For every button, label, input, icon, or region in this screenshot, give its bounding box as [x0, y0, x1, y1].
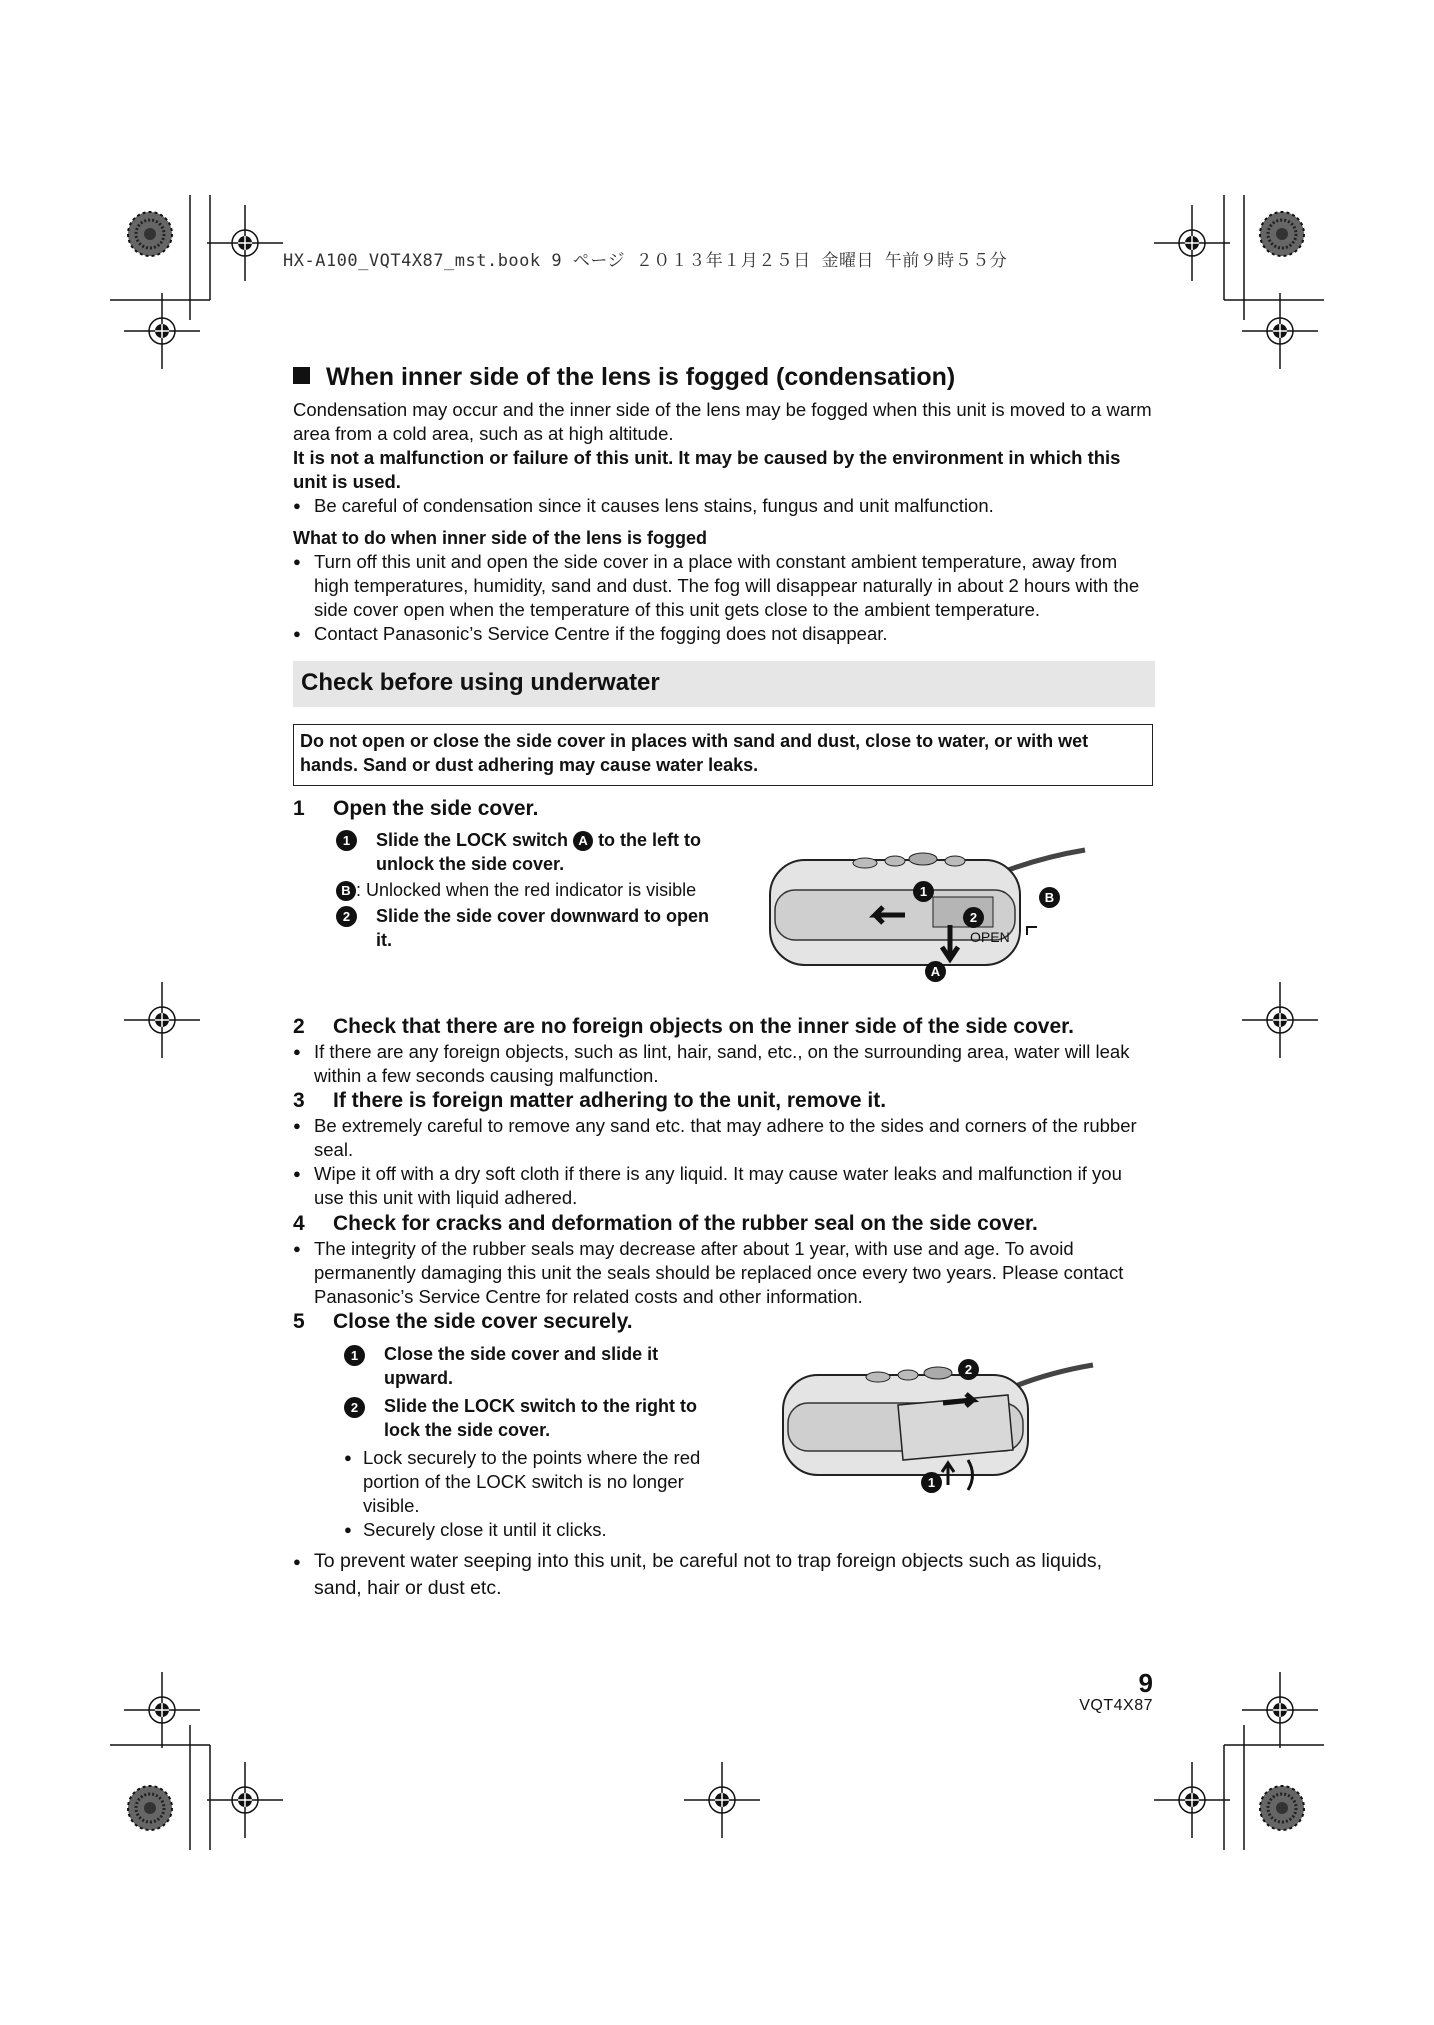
step1-note: B : Unlocked when the red indicator is visible	[336, 880, 696, 901]
step5-bullet-1: ● Lock securely to the points where the red portion of the LOCK switch is no longer visible.	[344, 1446, 714, 1518]
step-5: 5 Close the side cover securely.	[293, 1310, 633, 1333]
marker-b-icon: B	[336, 881, 356, 901]
fig1-marker-1: 1	[913, 881, 934, 902]
page-number: 9	[1138, 1668, 1153, 1698]
condensation-bold-note: It is not a malfunction or failure of this unit. It may be caused by the environment in which this unit is used.	[293, 447, 1121, 492]
fogged-bullet-1: ● Turn off this unit and open the side cover in a place with constant ambient temperature, away from high temperatures, humidity, sand and dust. The fog will disappear naturally in about 2 hours with the side cover open when the temperature of this unit gets close to the ambient temperature.	[293, 550, 1155, 622]
underwater-warning-box: Do not open or close the side cover in places with sand and dust, close to water, or with wet hands. Sand or dust adhering may cause water leaks.	[293, 724, 1153, 786]
step1-sub2-marker: 2	[336, 906, 357, 927]
fig1-marker-b: B	[1039, 887, 1060, 908]
step-1: 1 Open the side cover.	[293, 797, 539, 820]
step3-bullet-2: ● Wipe it off with a dry soft cloth if there is any liquid. It may cause water leaks and malfunction if you use this unit with liquid adhered.	[293, 1162, 1155, 1210]
final-bullet: ● To prevent water seeping into this unit, be careful not to trap foreign objects such as liquids, sand, hair or dust etc.	[293, 1548, 1155, 1602]
step5-bullet-2: ● Securely close it until it clicks.	[344, 1518, 714, 1542]
figure-close-cover	[778, 1355, 1098, 1500]
fig2-marker-2: 2	[958, 1359, 979, 1380]
step5-sub1-marker: 1	[344, 1345, 365, 1366]
document-code: VQT4X87	[1079, 1697, 1153, 1714]
underwater-section-header	[293, 661, 1155, 707]
step1-sub2-text: Slide the side cover downward to open it.	[376, 906, 710, 950]
step2-bullet: ● If there are any foreign objects, such as lint, hair, sand, etc., on the surrounding area, water will leak within a few seconds causing malfunction.	[293, 1040, 1155, 1088]
condensation-heading	[293, 363, 955, 392]
fogged-bullet-2: ● Contact Panasonic’s Service Centre if the fogging does not disappear.	[293, 622, 1155, 646]
figure-open-cover	[765, 835, 1095, 995]
fig2-marker-1: 1	[921, 1472, 942, 1493]
step5-sub1-text: Close the side cover and slide it upward.	[384, 1344, 659, 1388]
step-4: 4 Check for cracks and deformation of the rubber seal on the side cover.	[293, 1212, 1038, 1235]
fogged-subheading: What to do when inner side of the lens is fogged	[293, 528, 708, 548]
fig1-open-label: OPEN	[970, 929, 1010, 945]
square-bullet-icon	[293, 367, 310, 384]
condensation-bullet-1: ● Be careful of condensation since it causes lens stains, fungus and unit malfunction.	[293, 494, 1155, 518]
print-file-header: HX-A100_VQT4X87_mst.book 9 ページ ２０１３年１月２５日 金曜日 午前９時５５分	[283, 251, 1008, 271]
step4-bullet: ● The integrity of the rubber seals may decrease after about 1 year, with use and age. To avoid permanently damaging this unit the seals should be replaced once every two years. Please contact Panasonic’s Service Centre for related costs and other information.	[293, 1237, 1155, 1309]
step-2: 2 Check that there are no foreign objects on the inner side of the side cover.	[293, 1015, 1074, 1038]
step5-sub2-marker: 2	[344, 1397, 365, 1418]
condensation-intro: Condensation may occur and the inner side of the lens may be fogged when this unit is moved to a warm area from a cold area, such as at high altitude.	[293, 399, 1152, 444]
fig1-marker-a: A	[925, 961, 946, 982]
marker-a-icon: A	[573, 831, 593, 851]
step3-bullet-1: ● Be extremely careful to remove any sand etc. that may adhere to the sides and corners of the rubber seal.	[293, 1114, 1155, 1162]
step-3: 3 If there is foreign matter adhering to the unit, remove it.	[293, 1089, 887, 1112]
step5-sub2-text: Slide the LOCK switch to the right to lock the side cover.	[384, 1396, 697, 1440]
step1-sub1-marker: 1	[336, 830, 357, 851]
condensation-title: When inner side of the lens is fogged (condensation)	[326, 363, 956, 391]
fig1-marker-2: 2	[963, 907, 984, 928]
step1-sub1-text: Slide the LOCK switch A to the left to unlock the side cover.	[376, 830, 702, 874]
underwater-section-title: Check before using underwater	[301, 669, 660, 696]
